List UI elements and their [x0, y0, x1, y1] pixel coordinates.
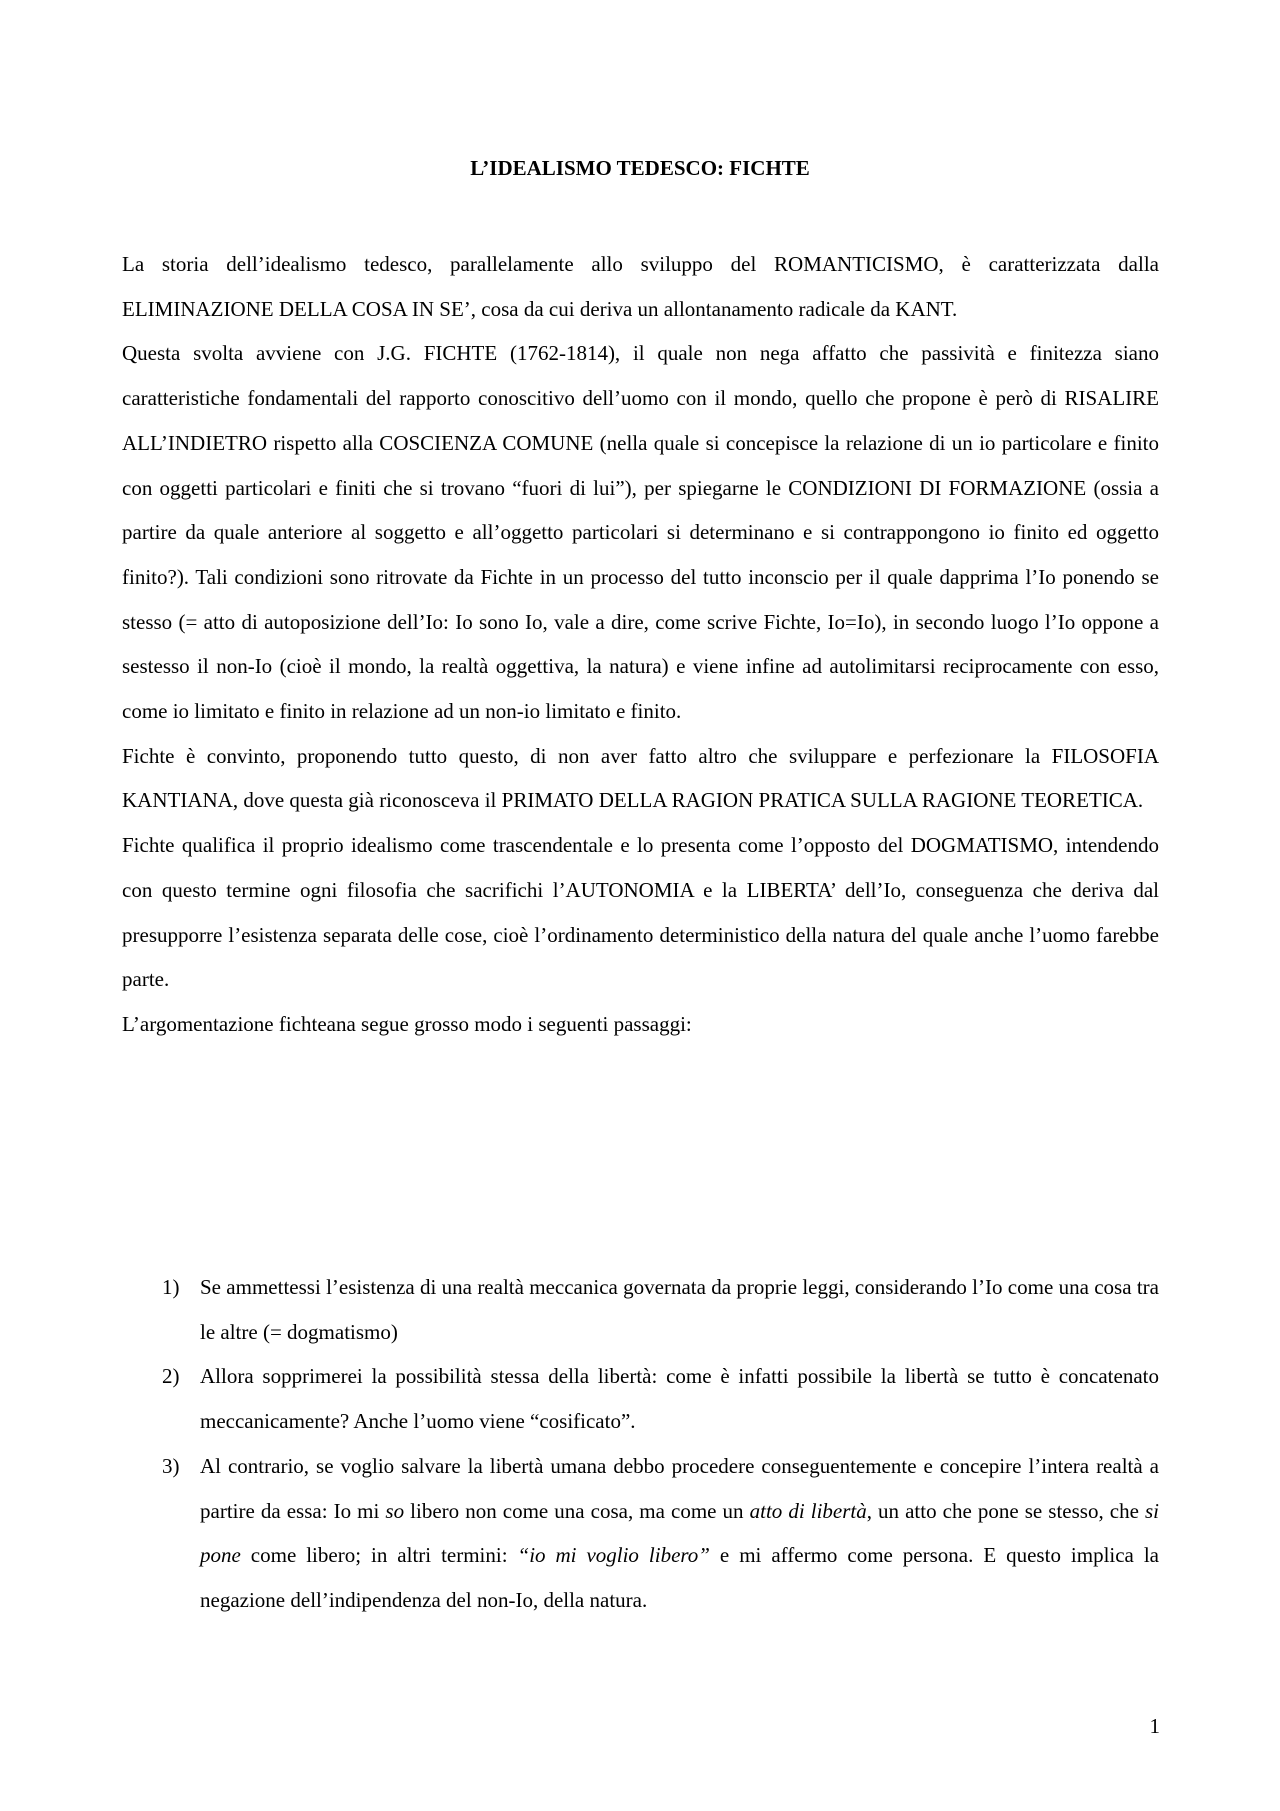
argument-steps-list — [122, 1265, 1159, 1623]
italic-segment: “io mi voglio libero” — [517, 1543, 710, 1568]
page-title: L’IDEALISMO TEDESCO: FICHTE — [470, 156, 810, 180]
list-item-text: Se ammettessi l’esistenza di una realtà meccanica governata da proprie leggi, considerando l’Io come una cosa tra le altre (= dogmatismo) — [200, 1275, 1159, 1344]
paragraph-dogmatism: Fichte qualifica il proprio idealismo come trascendentale e lo presenta come l’opposto del DOGMATISMO, intendendo con questo termine ogni filosofia che sacrifichi l’AUTONOMIA e la LIBERTA’ dell’Io, conseguenza che deriva dal presupporre l’esistenza separata delle cose, cioè l’ordinamento deterministico della natura del quale anche l’uomo farebbe parte. — [122, 833, 1159, 992]
list-item — [122, 1354, 1159, 1443]
italic-segment: atto di libertà — [749, 1498, 867, 1523]
list-item — [122, 1444, 1159, 1623]
list-item-text — [200, 1454, 1159, 1612]
body-text — [122, 242, 1159, 1047]
text-segment: , un atto che pone se stesso, che — [866, 1498, 1145, 1523]
paragraph-argument-intro: L’argomentazione fichteana segue grosso modo i seguenti passaggi: — [122, 1011, 692, 1036]
text-segment: libero non come una cosa, ma come un — [404, 1498, 750, 1523]
list-item-number: 1) — [162, 1275, 180, 1299]
paragraph-kantian-philosophy: Fichte è convinto, proponendo tutto questo, di non aver fatto altro che sviluppare e perfezionare la FILOSOFIA KANTIANA, dove questa già riconosceva il PRIMATO DELLA RAGION PRATICA SULLA RAGIONE TEORETICA. — [122, 743, 1159, 813]
list-item-text: Allora sopprimerei la possibilità stessa della libertà: come è infatti possibile la libertà se tutto è concatenato meccanicamente? Anche l’uomo viene “cosificato”. — [200, 1364, 1159, 1434]
list-item-number: 2) — [162, 1364, 180, 1389]
text-segment: come libero; in altri termini: — [240, 1543, 518, 1568]
italic-segment: so — [385, 1498, 405, 1523]
paragraph-fichte-turn: Questa svolta avviene con J.G. FICHTE (1762-1814), il quale non nega affatto che passività e finitezza siano caratteristiche fondamentali del rapporto conoscitivo dell’uomo con il mondo, quello che propone è però di RISALIRE ALL’INDIETRO rispetto alla COSCIENZA COMUNE (nella quale si concepisce la relazione di un io particolare e finito con oggetti particolari e finiti che si trovano “fuori di lui”), per spiegarne le CONDIZIONI DI FORMAZIONE (ossia a partire da quale anteriore al soggetto e all’oggetto particolari si determinano e si contrappongono io finito ed oggetto finito?). Tali condizioni sono ritrovate da Fichte in un processo del tutto inconscio per il quale dapprima l’Io ponendo se stesso (= atto di autoposizione dell’Io: Io sono Io, vale a dire, come scrive Fichte, Io=Io), in secondo luogo l’Io oppone a sestesso il non-Io (cioè il mondo, la realtà oggettiva, la natura) e viene infine ad autolimitarsi reciprocamente con esso, come io limitato e finito in relazione ad un non-io limitato e finito. — [122, 341, 1159, 724]
italic-segment: si pone — [200, 1498, 1159, 1568]
list-item — [122, 1265, 1159, 1354]
text-segment: e mi affermo come persona. E questo implica la negazione dell’indipendenza del non-Io, della natura. — [200, 1543, 1159, 1612]
list-item-number: 3) — [162, 1453, 180, 1478]
text-segment: Al contrario, se voglio salvare la libertà umana debbo procedere conseguentemente e concepire l’intera realtà a partire da essa: Io mi — [200, 1453, 1159, 1523]
paragraph-intro: La storia dell’idealismo tedesco, parallelamente allo sviluppo del ROMANTICISMO, è caratterizzata dalla ELIMINAZIONE DELLA COSA IN SE’, cosa da cui deriva un allontanamento radicale da KANT. — [122, 252, 1159, 321]
page-number: 1 — [1149, 1714, 1160, 1738]
